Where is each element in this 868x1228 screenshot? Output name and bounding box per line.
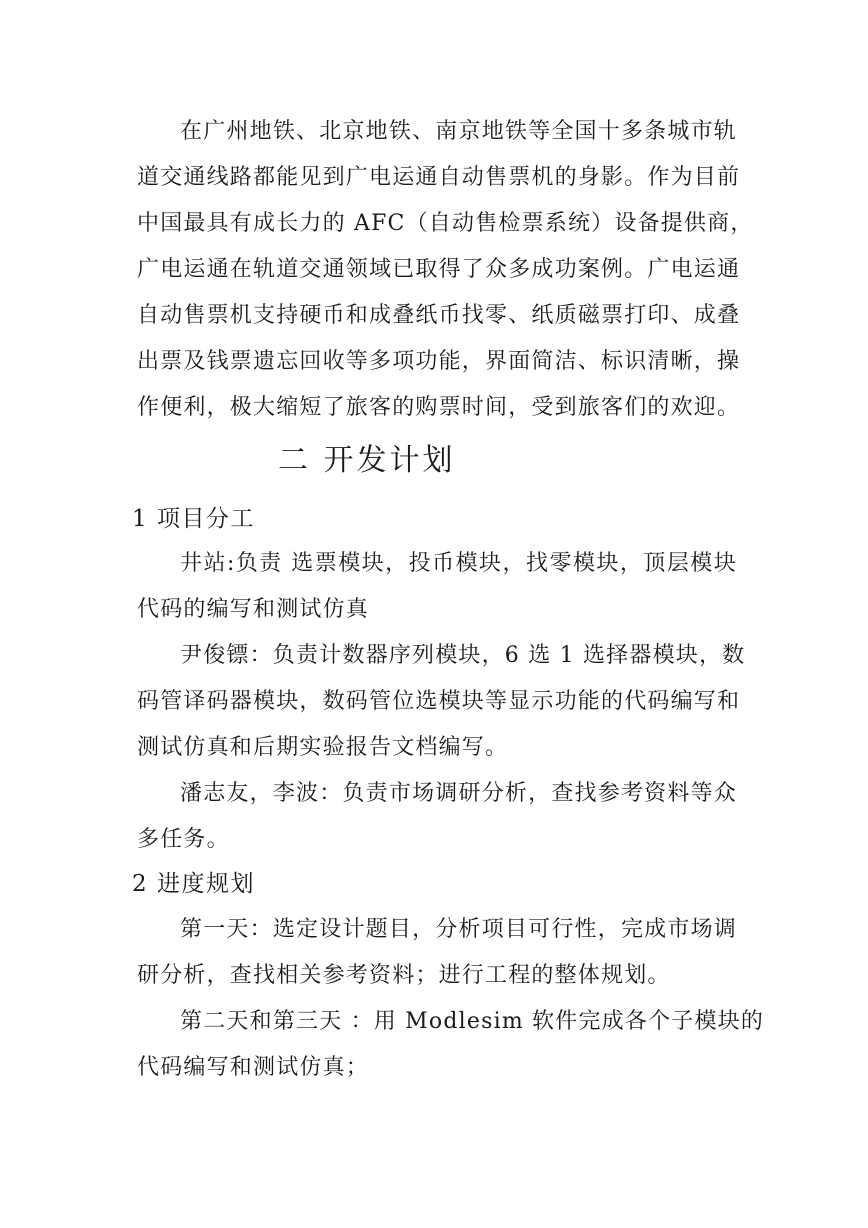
text-line: 井站:负责 选票模块，投币模块，找零模块，顶层模块 bbox=[180, 551, 737, 576]
text-line: 第一天：选定设计题目，分析项目可行性，完成市场调 bbox=[180, 917, 737, 942]
text-line: 代码的编写和测试仿真 bbox=[137, 597, 370, 622]
section-heading: 二 开发计划 bbox=[278, 443, 456, 478]
text-line: 代码编写和测试仿真； bbox=[137, 1055, 370, 1080]
subsection-title-1: 1 项目分工 bbox=[132, 506, 255, 532]
text-line: 中国最具有成长力的 AFC（自动售检票系统）设备提供商， bbox=[137, 211, 754, 236]
text-line: 研分析，查找相关参考资料；进行工程的整体规划。 bbox=[137, 963, 671, 988]
text-line: 潘志友，李波：负责市场调研分析，查找参考资料等众 bbox=[180, 781, 737, 806]
text-line: 码管译码器模块，数码管位选模块等显示功能的代码编写和 bbox=[137, 689, 741, 714]
text-line: 广电运通在轨道交通领域已取得了众多成功案例。广电运通 bbox=[137, 257, 741, 282]
text-line: 作便利，极大缩短了旅客的购票时间，受到旅客们的欢迎。 bbox=[137, 395, 741, 420]
text-line: 第二天和第三天 ：用 Modlesim 软件完成各个子模块的 bbox=[180, 1009, 765, 1034]
text-line: 自动售票机支持硬币和成叠纸币找零、纸质磁票打印、成叠 bbox=[137, 303, 741, 328]
text-line: 道交通线路都能见到广电运通自动售票机的身影。作为目前 bbox=[137, 165, 741, 190]
text-line: 尹俊镖：负责计数器序列模块，6 选 1 选择器模块，数 bbox=[180, 643, 746, 668]
text-line: 多任务。 bbox=[137, 827, 230, 852]
text-line: 在广州地铁、北京地铁、南京地铁等全国十多条城市轨 bbox=[180, 119, 737, 144]
text-line: 出票及钱票遗忘回收等多项功能，界面简洁、标识清晰，操 bbox=[137, 349, 741, 374]
subsection-title-2: 2 进度规划 bbox=[132, 871, 255, 897]
text-line: 测试仿真和后期实验报告文档编写。 bbox=[137, 735, 509, 760]
